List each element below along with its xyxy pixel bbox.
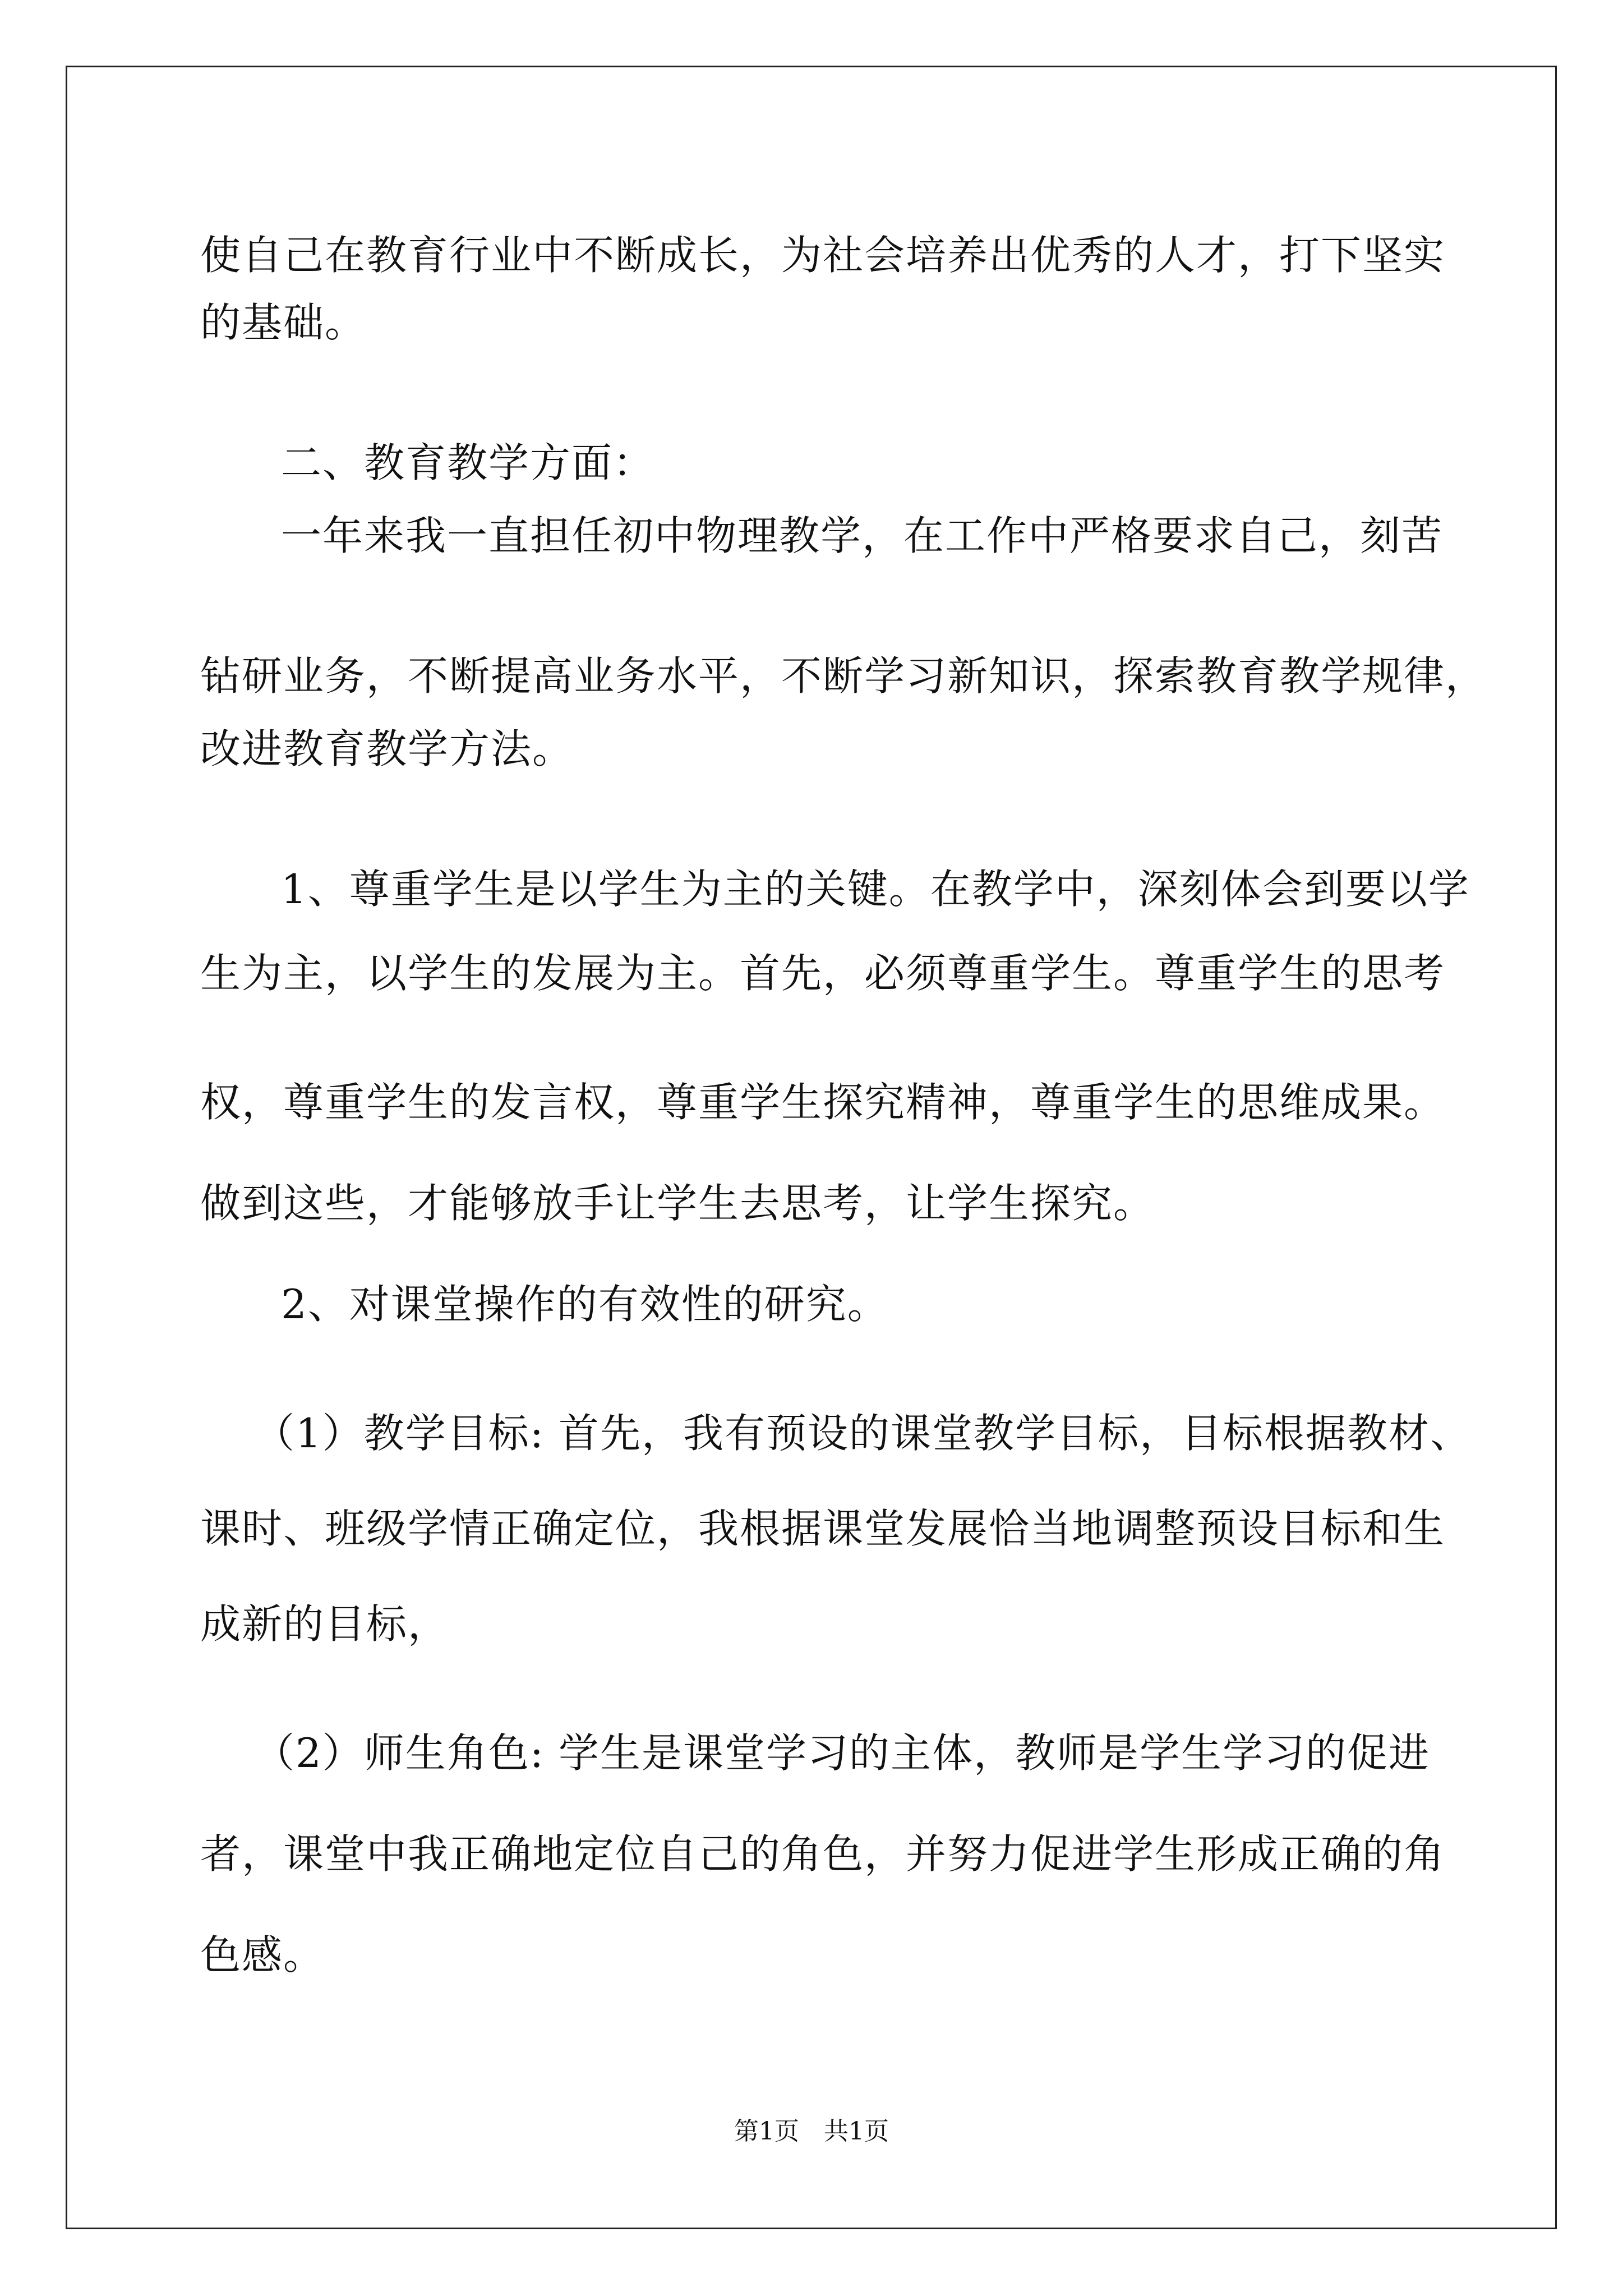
paragraph-line: 一年来我一直担任初中物理教学，在工作中严格要求自己，刻苦 <box>281 512 1444 559</box>
paragraph-line: 做到这些，才能够放手让学生去思考，让学生探究。 <box>200 1180 1155 1227</box>
page-number: 第1页 共1页 <box>734 2117 889 2146</box>
paragraph-line: 色感。 <box>200 1931 325 1978</box>
section-heading: 二、教育教学方面： <box>281 439 655 486</box>
paragraph-line: 的基础。 <box>200 299 367 346</box>
paragraph-line: 2、对课堂操作的有效性的研究。 <box>281 1281 889 1328</box>
paragraph-line: 成新的目标， <box>200 1600 450 1648</box>
paragraph-line: 生为主，以学生的发展为主。首先，必须尊重学生。尊重学生的思考 <box>200 950 1446 997</box>
paragraph-line: 改进教育教学方法。 <box>200 725 574 772</box>
paragraph-line: （2）师生角色: 学生是课堂学习的主体，教师是学生学习的促进 <box>254 1729 1430 1777</box>
paragraph-line: 者，课堂中我正确地定位自己的角色，并努力促进学生形成正确的角 <box>200 1830 1446 1878</box>
page-border <box>66 66 1557 2229</box>
paragraph-line: 课时、班级学情正确定位，我根据课堂发展恰当地调整预设目标和生 <box>200 1505 1446 1552</box>
paragraph-line: （1）教学目标: 首先，我有预设的课堂教学目标，目标根据教材、 <box>254 1410 1472 1457</box>
paragraph-line: 钻研业务，不断提高业务水平，不断学习新知识，探索教育教学规律， <box>200 652 1487 700</box>
paragraph-line: 使自己在教育行业中不断成长，为社会培养出优秀的人才，打下坚实 <box>200 232 1446 279</box>
paragraph-line: 权，尊重学生的发言权，尊重学生探究精神，尊重学生的思维成果。 <box>200 1079 1446 1126</box>
paragraph-line: 1、尊重学生是以学生为主的关键。在教学中，深刻体会到要以学 <box>281 866 1470 913</box>
